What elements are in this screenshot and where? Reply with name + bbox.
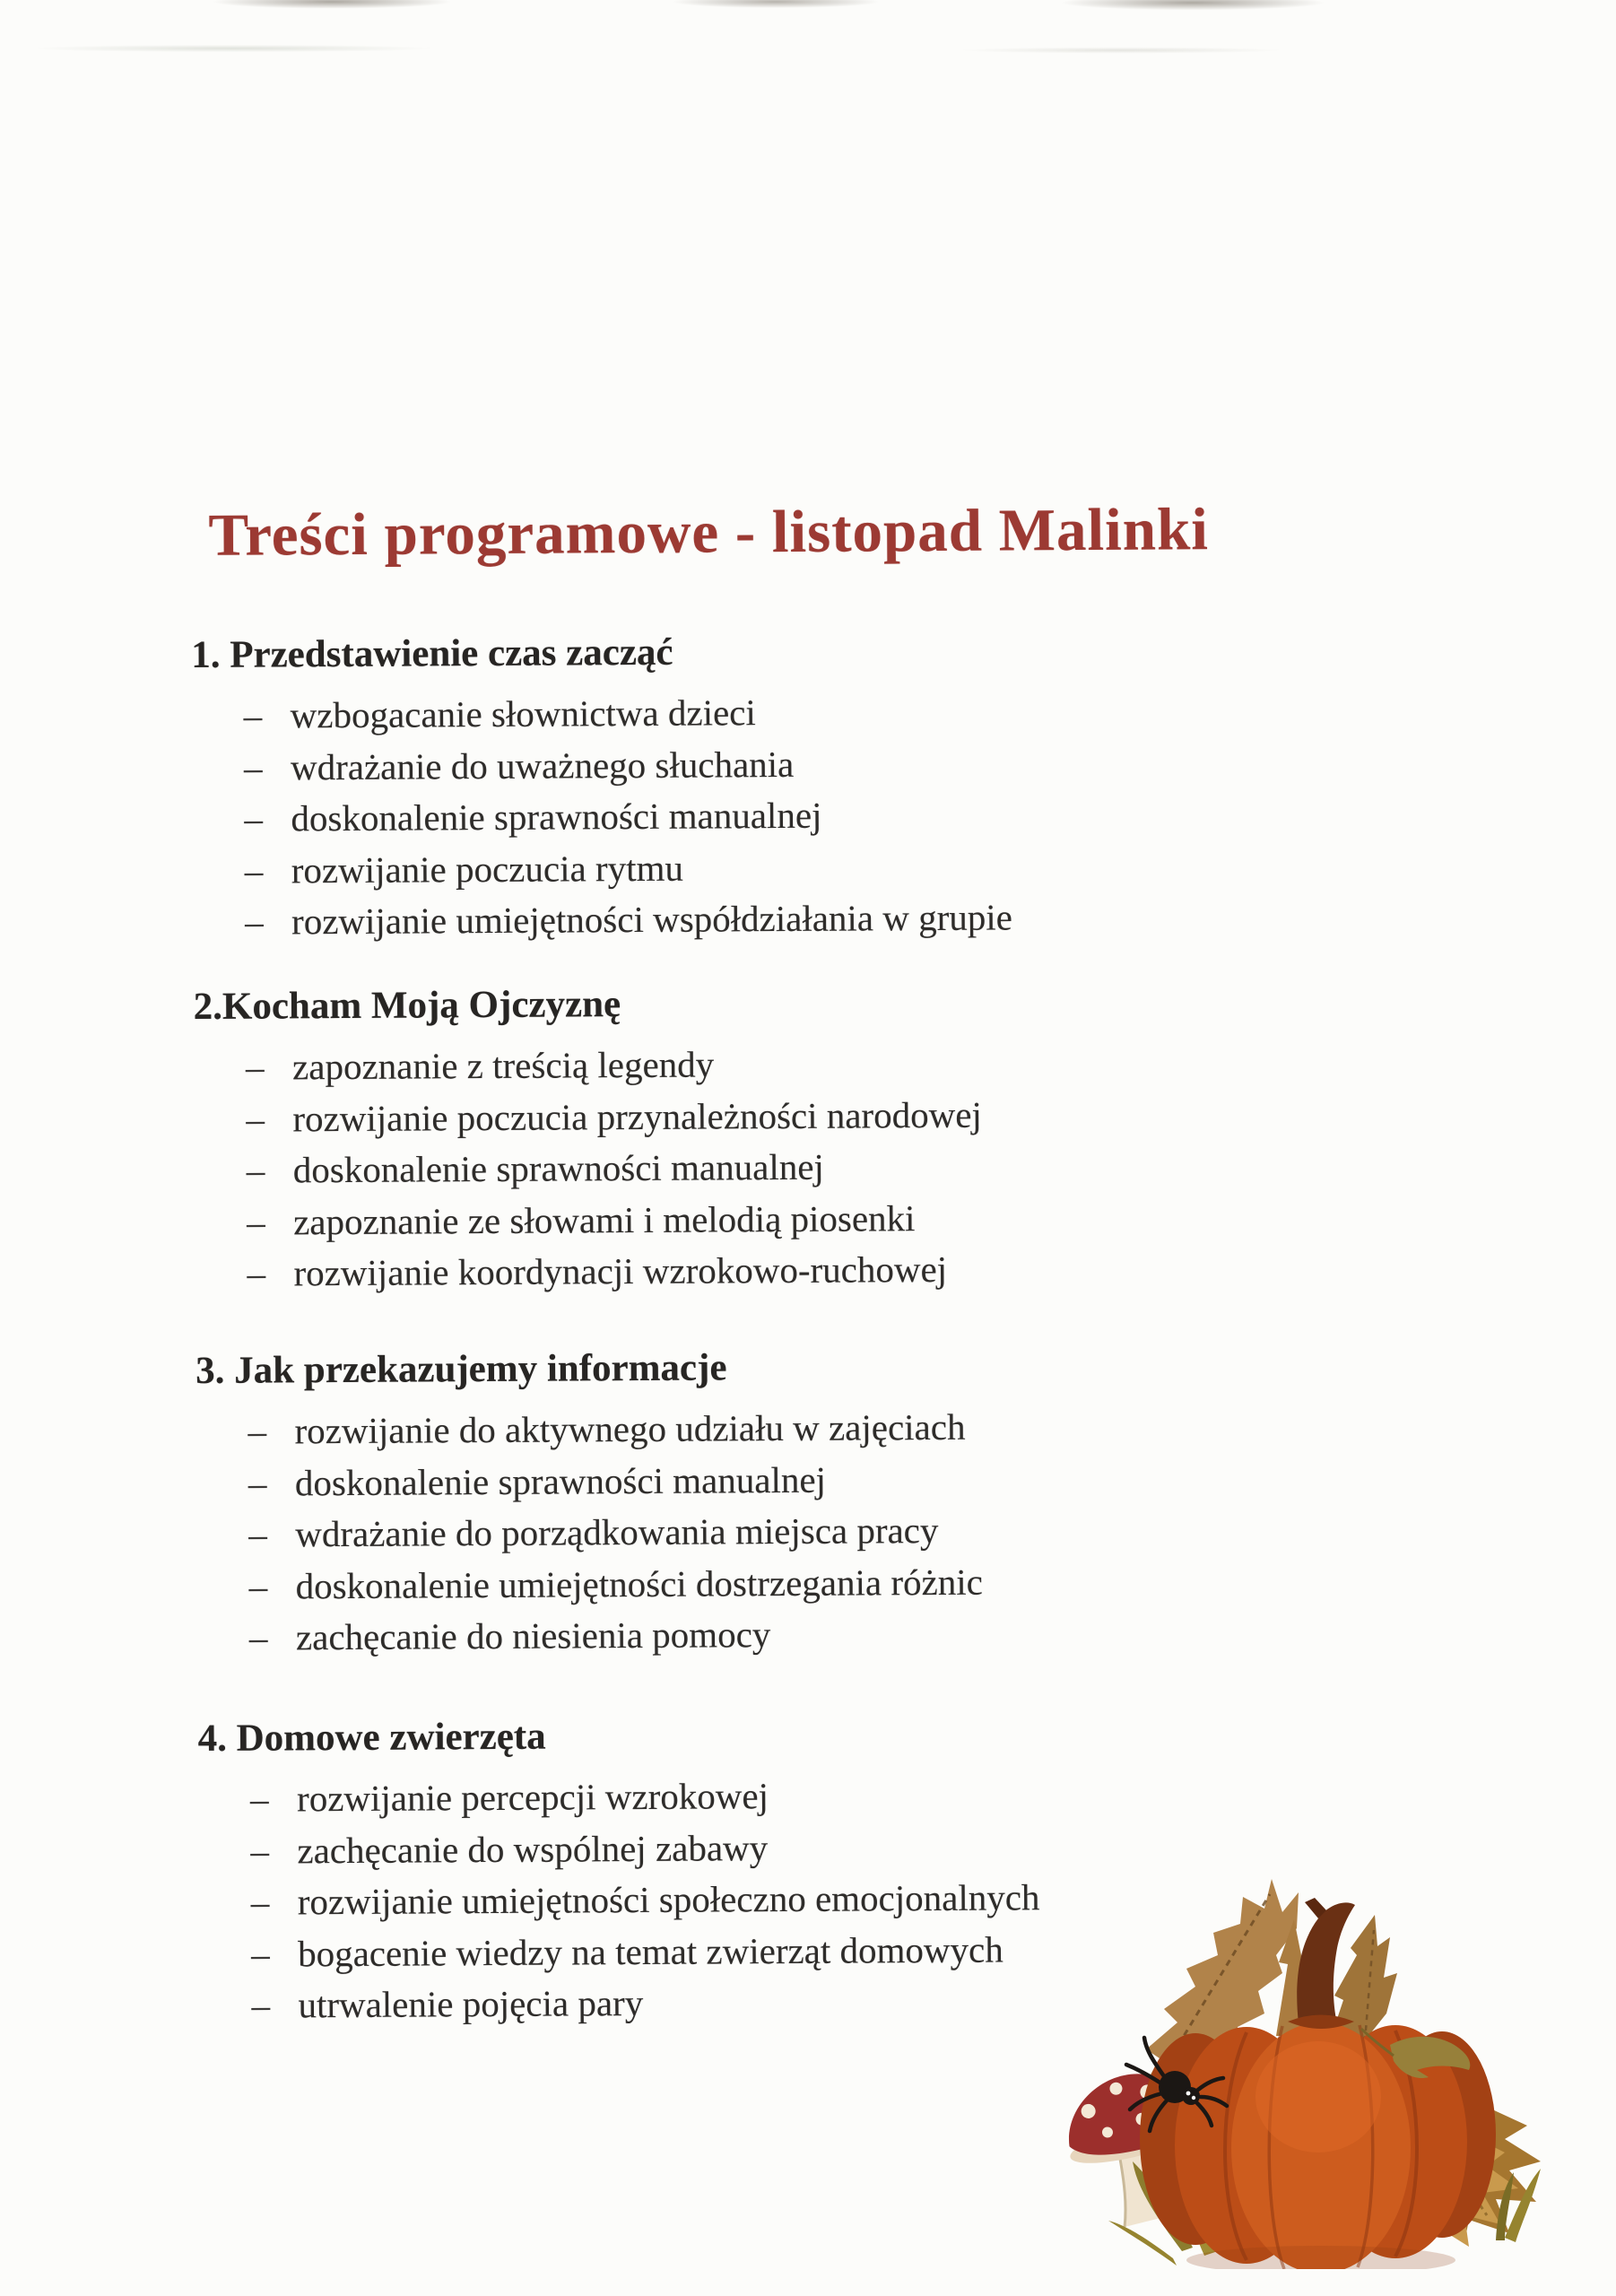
list-item-text: rozwijanie koordynacji wzrokowo-ruchowej [293,1248,948,1294]
bullet-dash: – [249,1778,269,1820]
list-item [244,683,1447,742]
list-item [248,1398,1451,1457]
list-item [250,1818,1454,1877]
list-item-text: zachęcanie do wspólnej zabawy [297,1826,769,1871]
list-item-text: rozwijanie poczucia rytmu [291,847,684,891]
list-item-text: doskonalenie sprawności manualnej [291,794,822,839]
bullet-dash: – [248,1616,268,1658]
list-item [246,1086,1449,1145]
list-item-text: wdrażanie do porządkowania miejsca pracy [295,1509,939,1555]
section-3-list [195,1398,1453,1664]
list-item-text: doskonalenie sprawności manualnej [292,1145,824,1191]
section-1-heading: 1. Przedstawienie czas zacząć [191,631,673,677]
section-2 [194,977,1451,1300]
list-item [248,1553,1452,1613]
bullet-dash: – [243,694,263,736]
list-item [251,1869,1455,1928]
list-item-text: wdrażanie do uważnego słuchania [290,743,795,787]
bullet-dash: – [245,1046,265,1088]
bullet-dash: – [247,1201,265,1243]
bullet-dash: – [244,849,264,891]
list-item-text: doskonalenie umiejętności dostrzegania różnic [295,1561,983,1606]
list-item [246,1034,1449,1093]
list-item-text: rozwijanie umiejętności współdziałania w grupie [291,896,1013,943]
list-item [251,1921,1455,1980]
list-item-text: rozwijanie percepcji wzrokowej [296,1775,769,1820]
bullet-dash: – [246,1098,265,1140]
list-item [251,1972,1455,2031]
list-item [248,1501,1452,1561]
list-item [250,1766,1454,1825]
section-4 [198,1709,1455,2031]
list-item [245,838,1448,897]
bullet-dash: – [248,1410,267,1452]
list-item [244,735,1447,794]
list-item [248,1450,1452,1509]
section-2-heading: 2.Kocham Moją Ojczyznę [193,983,621,1029]
list-item-text: wzbogacanie słownictwa dzieci [290,691,756,736]
list-item-text: zachęcanie do niesienia pomocy [295,1613,771,1658]
section-1 [191,625,1448,948]
list-item-text: rozwijanie umiejętności społeczno emocjonalnych [297,1876,1040,1923]
bullet-dash: – [247,1252,266,1294]
bullet-dash: – [250,1933,270,1975]
list-item [247,1189,1450,1248]
bullet-dash: – [250,1881,270,1923]
section-3 [195,1341,1453,1664]
bullet-dash: – [248,1513,267,1555]
list-item-text: doskonalenie sprawności manualnej [294,1458,827,1503]
bullet-dash: – [248,1462,267,1504]
section-3-heading: 3. Jak przekazujemy informacje [195,1346,727,1393]
section-4-list [198,1766,1455,2031]
list-item [247,1240,1450,1300]
list-item [249,1605,1453,1664]
list-item-text: zapoznanie z treścią legendy [291,1043,715,1088]
bullet-dash: – [251,1984,271,2026]
bullet-dash: – [243,746,263,788]
bullet-dash: – [244,797,264,839]
bullet-dash: – [250,1830,270,1872]
list-item-text: utrwalenie pojęcia pary [298,1981,644,2026]
list-item [247,1137,1450,1196]
list-item [244,786,1447,845]
list-item-text: rozwijanie poczucia przynależności narodowej [292,1093,982,1139]
list-item-text: rozwijanie do aktywnego udziału w zajęciach [294,1405,966,1452]
section-1-list [192,683,1449,948]
list-item-text: bogacenie wiedzy na temat zwierząt domowych [297,1928,1003,1974]
section-4-heading: 4. Domowe zwierzęta [197,1715,546,1761]
bullet-dash: – [244,900,264,943]
list-item-text: zapoznanie ze słowami i melodią piosenki [293,1196,916,1242]
bullet-dash: – [246,1149,265,1191]
section-2-list [194,1034,1451,1300]
page-title: Treści programowe - listopad Malinki [208,495,1210,569]
bullet-dash: – [248,1565,268,1607]
list-item [245,889,1448,948]
